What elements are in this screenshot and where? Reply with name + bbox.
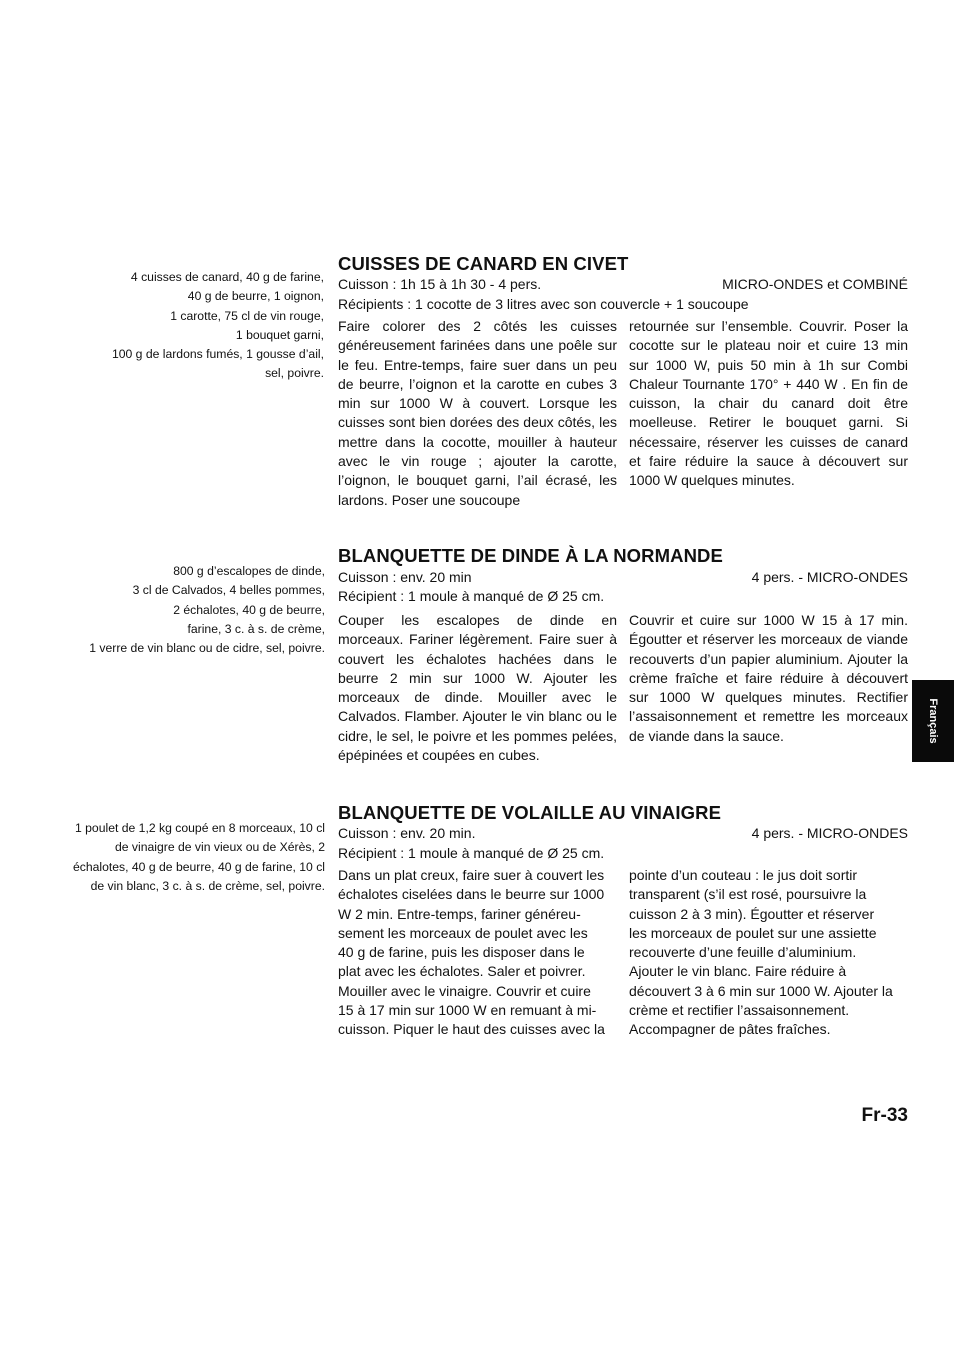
instruction-line: pointe d’un couteau : le jus doit sortir <box>629 867 858 883</box>
page-number: Fr-33 <box>861 1105 908 1126</box>
container-info: Récipient : 1 moule à manqué de Ø 25 cm. <box>338 588 605 604</box>
recipe-title: BLANQUETTE DE DINDE À LA NORMANDE <box>338 545 723 566</box>
cooking-info <box>338 275 908 294</box>
instruction-line: Accompagner de pâtes fraîches. <box>629 1021 831 1038</box>
ingredient-line: de vinaigre de vin vieux ou de Xérès, 2 <box>114 840 325 855</box>
instructions-column-2: retournée sur l’ensemble. Couvrir. Poser la cocotte sur le plateau noir et cuire 13 min sur 1000 W, puis 50 min à 1h sur Combi Chaleur Tournante 170° + 440 W . En fin de cuisson, la chair du canard doit être moelleuse. Retirer le bouquet garni. Si nécessaire, réserver les cuisses de canard et faire réduire la sauce à découvert sur 1000 W quelques minutes. <box>629 318 908 489</box>
ingredient-line: 3 cl de Calvados, 4 belles pommes, <box>132 583 325 598</box>
ingredients-list <box>34 268 324 384</box>
ingredient-line: sel, poivre. <box>265 366 324 381</box>
instruction-line: les morceaux de poulet sur une assiette <box>629 924 877 941</box>
instruction-line: crème et rectifier l’assaisonnement. <box>629 1002 850 1019</box>
ingredient-line: de vin blanc, 3 c. à s. de crème, sel, poivre. <box>90 878 325 893</box>
ingredient-line: farine, 3 c. à s. de crème, <box>187 621 325 636</box>
ingredients-list <box>35 562 325 658</box>
instruction-line: découvert 3 à 6 min sur 1000 W. Ajouter la <box>629 982 893 999</box>
instructions-column-2: Couvrir et cuire sur 1000 W 15 à 17 min. Égoutter et réserver les morceaux de viande recouverts d’un papier aluminium. Ajouter la crème fraîche et faire réduire à découvert sur 1000 W quelques minutes. Rectifier l’assaisonnement et remettre les morceaux de viande dans la sauce. <box>629 612 908 744</box>
language-tab <box>912 680 954 762</box>
instruction-line: échalotes ciselées dans le beurre sur 1000 <box>338 886 605 903</box>
cooking-time: Cuisson : 1h 15 à 1h 30 - 4 pers. <box>338 276 542 292</box>
cooking-info <box>338 568 908 587</box>
instruction-line: Dans un plat creux, faire suer à couvert les <box>338 867 605 883</box>
cooking-mode: MICRO-ONDES et COMBINÉ <box>722 276 908 292</box>
ingredient-line: 1 carotte, 75 cl de vin rouge, <box>170 308 324 323</box>
instructions-column-1: Faire colorer des 2 côtés les cuisses généreusement farinées dans une poêle sur le feu. Entre-temps, faire suer dans un peu de beurre, l’oignon et la carotte en cubes 3 min sur 1000 W à couvert. Lorsque les cuisses sont bien dorées des deux côtés, les mettre dans la cocotte, mouiller à hauteur avec le vin rouge ; ajouter la carotte, l’oignon, le bouquet garni, l’ail écrasé, les lardons. Poser une soucoupe <box>338 318 617 508</box>
cooking-time: Cuisson : env. 20 min. <box>338 825 476 841</box>
ingredients-list <box>25 819 325 896</box>
ingredient-line: 1 verre de vin blanc ou de cidre, sel, poivre. <box>89 641 325 656</box>
instructions-column-1: Couper les escalopes de dinde en morceaux. Fariner légèrement. Faire suer à couvert les échalotes hachées dans le beurre 2 min sur 1000 W. Ajouter les morceaux de dinde. Mouiller avec le Calvados. Flamber. Ajouter le vin blanc ou le cidre, le sel, le poivre et les pommes pelées, épépinées et coupées en cubes. <box>338 612 617 764</box>
container-info: Récipients : 1 cocotte de 3 litres avec son couvercle + 1 soucoupe <box>338 296 749 312</box>
language-tab-label: Français <box>927 698 939 744</box>
instruction-line: sement les morceaux de poulet avec les <box>338 924 588 941</box>
instruction-line: plat avec les échalotes. Saler et poivrer. <box>338 963 586 980</box>
ingredient-line: 40 g de beurre, 1 oignon, <box>187 289 324 304</box>
instruction-line: cuisson 2 à 3 min). Égoutter et réserver <box>629 905 875 922</box>
instruction-line: recouverte d’une feuille d’aluminium. <box>629 944 857 961</box>
ingredient-line: 100 g de lardons fumés, 1 gousse d’ail, <box>111 347 324 362</box>
instruction-line: 40 g de farine, puis les disposer dans le <box>338 944 585 961</box>
instructions-column-2 <box>629 866 914 1040</box>
instruction-line: Ajouter le vin blanc. Faire réduire à <box>629 963 847 980</box>
instruction-line: cuisson. Piquer le haut des cuisses avec la <box>338 1021 605 1038</box>
ingredient-line: 1 bouquet garni, <box>235 327 324 342</box>
cooking-time: Cuisson : env. 20 min <box>338 569 472 585</box>
recipe-title: CUISSES DE CANARD EN CIVET <box>338 253 629 274</box>
container-info: Récipient : 1 moule à manqué de Ø 25 cm. <box>338 845 605 861</box>
instruction-line: W 2 min. Entre-temps, fariner généreu- <box>338 905 581 922</box>
ingredient-line: 1 poulet de 1,2 kg coupé en 8 morceaux, 10 cl <box>74 821 325 835</box>
ingredient-line: échalotes, 40 g de beurre, 40 g de farine, 10 cl <box>72 859 325 874</box>
cooking-mode: 4 pers. - MICRO-ONDES <box>751 569 908 585</box>
instruction-line: Mouiller avec le vinaigre. Couvrir et cuire <box>338 982 591 999</box>
ingredient-line: 800 g d’escalopes de dinde, <box>173 564 325 578</box>
cooking-mode: 4 pers. - MICRO-ONDES <box>751 825 908 841</box>
ingredient-line: 2 échalotes, 40 g de beurre, <box>173 602 325 617</box>
instruction-line: 15 à 17 min sur 1000 W en remuant à mi- <box>338 1002 597 1019</box>
instruction-line: transparent (s’il est rosé, poursuivre la <box>629 886 867 903</box>
cooking-info <box>338 824 908 843</box>
ingredient-line: 4 cuisses de canard, 40 g de farine, <box>130 270 324 284</box>
instructions-column-1 <box>338 866 623 1040</box>
recipe-title: BLANQUETTE DE VOLAILLE AU VINAIGRE <box>338 802 722 823</box>
